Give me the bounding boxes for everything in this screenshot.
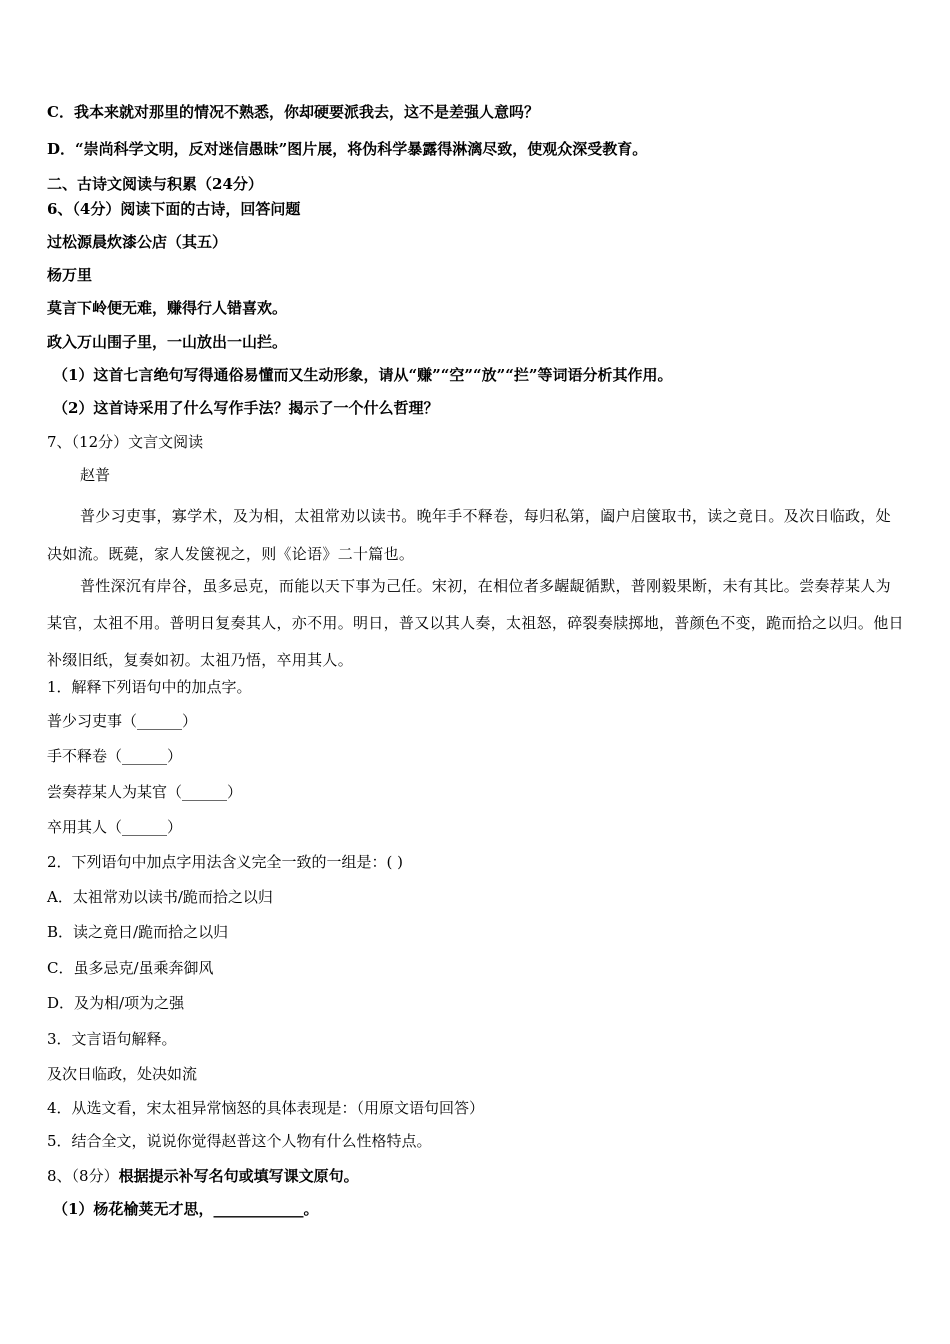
question-6: 6、（4分）阅读下面的古诗，回答问题: [47, 200, 301, 218]
subquestion-2: 2．下列语句中加点字用法含义完全一致的一组是：( ): [47, 853, 404, 871]
subquestion-1-c: 尝奏荐某人为某官（______）: [47, 783, 243, 801]
subquestion-1-a: 普少习吏事（______）: [47, 712, 198, 730]
question-8-prompt: 根据提示补写名句或填写课文原句。: [118, 1167, 359, 1185]
subquestion-2-option-a: A．太祖常劝以读书/跪而拾之以归: [47, 888, 273, 906]
poem-author: 杨万里: [47, 266, 93, 284]
subquestion-3: 3．文言语句解释。: [47, 1030, 177, 1048]
question-6-1: （1）这首七言绝句写得通俗易懂而又生动形象，请从“赚”“空”“放”“拦”等词语分析其作用。: [53, 366, 673, 384]
subquestion-3-text: 及次日临政，处决如流: [47, 1065, 198, 1083]
subquestion-4: 4．从选文看，宋太祖异常恼怒的具体表现是：（用原文语句回答）: [47, 1099, 485, 1117]
subquestion-5: 5．结合全文，说说你觉得赵普这个人物有什么性格特点。: [47, 1132, 432, 1150]
text-title: 赵普: [80, 466, 111, 484]
poem-line-2: 政入万山围子里，一山放出一山拦。: [47, 333, 288, 351]
paragraph-1: 普少习吏事，寡学术，及为相，太祖常劝以读书。晚年手不释卷，每归私第，阖户启箧取书，读之竟日。及次日临政，处决如流。既薨，家人发箧视之，则《论语》二十篇也。: [47, 507, 891, 563]
question-7: 7、（12分）文言文阅读: [47, 433, 204, 451]
subquestion-1: 1．解释下列语句中的加点字。: [47, 678, 252, 696]
subquestion-1-b: 手不释卷（______）: [47, 747, 183, 765]
section-heading: 二、古诗文阅读与积累（24分）: [47, 175, 263, 193]
question-8-number: 8、（8分）: [47, 1167, 119, 1185]
subquestion-2-option-d: D．及为相/项为之强: [47, 994, 185, 1012]
subquestion-1-d: 卒用其人（______）: [47, 818, 183, 836]
poem-title: 过松源晨炊漆公店（其五）: [47, 233, 228, 251]
paragraph-2: 普性深沉有岸谷，虽多忌克，而能以天下事为己任。宋初，在相位者多龌龊循默，普刚毅果断，未有其比。尝奏荐某人为某官，太祖不用。普明日复奏其人，亦不用。明日，普又以其人奏，太祖怒，碎裂奏牍掷地，普颜色不变，跪而拾之以归。他日补缀旧纸，复奏如初。太祖乃悟，卒用其人。: [47, 577, 904, 669]
question-8-1: （1）杨花榆荚无才思，____________。: [53, 1200, 319, 1218]
option-c: C．我本来就对那里的情况不熟悉，你却硬要派我去，这不是差强人意吗？: [47, 103, 539, 121]
poem-line-1: 莫言下岭便无难，赚得行人错喜欢。: [47, 299, 288, 317]
subquestion-2-option-b: B．读之竟日/跪而拾之以归: [47, 923, 229, 941]
question-6-2: （2）这首诗采用了什么写作手法？揭示了一个什么哲理？: [53, 399, 439, 417]
question-8: [47, 1166, 906, 1186]
subquestion-2-option-c: C．虽多忌克/虽乘奔御风: [47, 959, 214, 977]
option-d: D．“崇尚科学文明，反对迷信愚昧”图片展，将伪科学暴露得淋漓尽致，使观众深受教育。: [47, 140, 648, 158]
